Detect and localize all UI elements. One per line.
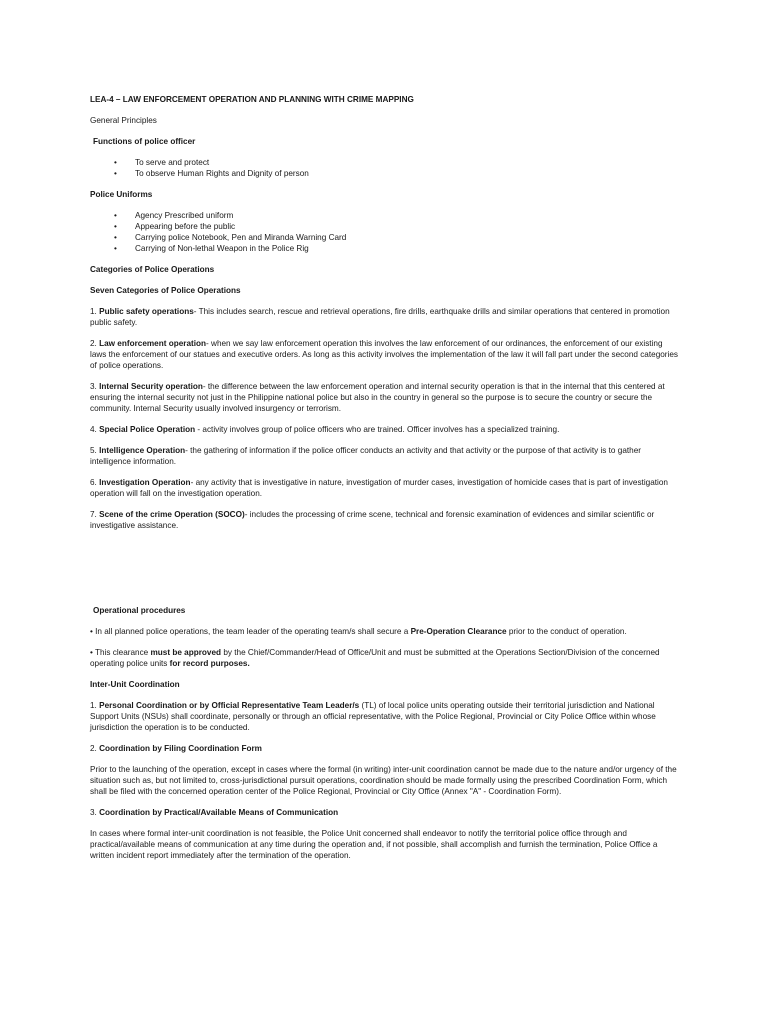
- coordination-item: 1. Personal Coordination or by Official Representative Team Leader/s (TL) of local police units operating outside their territorial jurisdiction and National Support Units (NSUs) shall coordinate, personally or through an official representative, with the Police Regional, Provincial or City Police Office within whose jurisdiction the operation is to be conducted.: [90, 701, 656, 732]
- list-item: • Carrying of Non-lethal Weapon in the Police Rig: [114, 244, 309, 253]
- inter-unit-heading: Inter-Unit Coordination: [90, 680, 180, 689]
- operational-paragraph: • In all planned police operations, the team leader of the operating team/s shall secure a Pre-Operation Clearance prior to the conduct of operation.: [90, 627, 627, 636]
- uniforms-heading: Police Uniforms: [90, 190, 153, 199]
- uniforms-list: [90, 210, 680, 254]
- bullet-icon: •: [114, 158, 117, 167]
- list-item: • Appearing before the public: [114, 222, 236, 231]
- document-title: LEA-4 – LAW ENFORCEMENT OPERATION AND PLANNING WITH CRIME MAPPING: [90, 95, 414, 104]
- category-item: 6. Investigation Operation- any activity that is investigative in nature, investigation of murder cases, investigation of homicide cases that is part of investigation operation will fall on the investigation operation.: [90, 478, 668, 498]
- bullet-icon: •: [114, 233, 117, 242]
- functions-list: [90, 157, 680, 179]
- list-item: • Carrying police Notebook, Pen and Miranda Warning Card: [114, 233, 347, 242]
- spacer: [90, 541, 680, 605]
- operational-procedures-heading: Operational procedures: [93, 606, 186, 615]
- list-item: • To observe Human Rights and Dignity of person: [114, 169, 309, 178]
- list-item: • To serve and protect: [114, 158, 210, 167]
- category-item: 5. Intelligence Operation- the gathering of information if the police officer conducts an activity and that activity or the purpose of that activity is to gather intelligence information.: [90, 446, 641, 466]
- bullet-icon: •: [114, 222, 117, 231]
- category-item: 4. Special Police Operation - activity involves group of police officers who are trained. Officer involves has a specialized training.: [90, 425, 560, 434]
- categories-heading: Categories of Police Operations: [90, 265, 215, 274]
- coordination-item: 3. Coordination by Practical/Available Means of Communication: [90, 808, 339, 817]
- seven-categories-heading: Seven Categories of Police Operations: [90, 286, 241, 295]
- functions-heading: Functions of police officer: [93, 137, 196, 146]
- list-item: • Agency Prescribed uniform: [114, 211, 234, 220]
- category-item: 2. Law enforcement operation- when we say law enforcement operation this involves the law enforcement of our ordinances, the enforcement of our existing laws the enforcement of our statues and executive orders. As long as this activity involves the implementation of the law it will fall part under the second categories of police operations.: [90, 339, 678, 370]
- bullet-icon: •: [114, 244, 117, 253]
- general-principles-label: General Principles: [90, 116, 157, 125]
- bullet-icon: •: [114, 169, 117, 178]
- coordination-item: 2. Coordination by Filing Coordination Form: [90, 744, 262, 753]
- category-item: 1. Public safety operations- This includes search, rescue and retrieval operations, fire drills, earthquake drills and similar operations that centered in promotion public safety.: [90, 307, 670, 327]
- document-body: [90, 94, 680, 871]
- coordination-paragraph: In cases where formal inter-unit coordination is not feasible, the Police Unit concerned shall endeavor to notify the territorial police office through and practical/available means of communication at any time during the operation and, if not possible, shall accomplish and furnish the termination, Police Office a written incident report immediately after the termination of the operation.: [90, 829, 658, 860]
- category-item: 3. Internal Security operation- the difference between the law enforcement operation and internal security operation is that in the internal that this centered at ensuring the internal security not just in the Philippine national police but also in the country in general so the purpose is to secure the country or secure the community. Internal Security usually involved insurgency or terrorism.: [90, 382, 665, 413]
- operational-paragraph: • This clearance must be approved by the Chief/Commander/Head of Office/Unit and must be submitted at the Operations Section/Division of the concerned operating police units for record purposes.: [90, 648, 660, 668]
- category-item: 7. Scene of the crime Operation (SOCO)- includes the processing of crime scene, technical and forensic examination of evidences and similar scientific or investigative assistance.: [90, 510, 655, 530]
- coordination-paragraph: Prior to the launching of the operation, except in cases where the formal (in writing) inter-unit coordination cannot be made due to the nature and/or urgency of the situation such as, but not limited to, cross-jurisdictional pursuit operations, coordination should be made formally using the prescribed Coordination Form, which shall be filed with the concerned operation center of the Police Regional, Provincial or City Office (Annex "A" - Coordination Form).: [90, 765, 677, 796]
- bullet-icon: •: [114, 211, 117, 220]
